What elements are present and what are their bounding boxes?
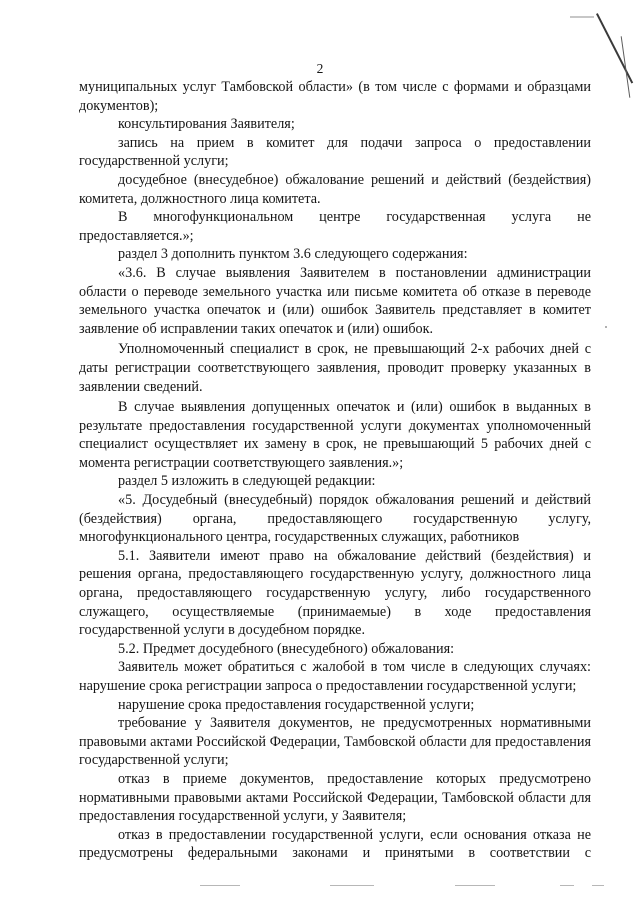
paragraph: 5.1. Заявители имеют право на обжалование действий (бездействия) и решения органа, предоставляющего государственную услугу, должностного лица органа, предоставляющего государственную услугу, либо государственного служащего, осуществляемые (принимаемые) в ходе предоставления государственной услуги в досудебном порядке. (79, 547, 591, 639)
paragraph: «3.6. В случае выявления Заявителем в постановлении администрации области о переводе земельного участка или письме комитета об отказе в переводе земельного участка опечаток и (или) ошибок Заявитель представляет в комитет заявление об исправлении таких опечаток и (или) ошибок. (79, 264, 591, 337)
document-body (79, 78, 591, 863)
scan-artifact (570, 16, 594, 18)
paragraph: отказ в предоставлении государственной услуги, если основания отказа не предусмотрены федеральными законами и принятыми в соответствии с (79, 826, 591, 862)
paragraph: Уполномоченный специалист в срок, не превышающий 2-х рабочих дней с даты регистрации соответствующего заявления, проводит проверку указанных в заявлении сведений. (79, 341, 591, 395)
paragraph: Заявитель может обратиться с жалобой в том числе в следующих случаях: нарушение срока регистрации запроса о предоставлении государственной услуги; (79, 659, 591, 694)
paragraph: отказ в приеме документов, предоставление которых предусмотрено нормативными правовыми актами Российской Федерации, Тамбовской области для предоставления государственной услуги, у Заявителя; (79, 770, 591, 825)
page-number: 2 (316, 61, 324, 76)
paragraph: нарушение срока предоставления государственной услуги; (118, 696, 475, 713)
paragraph: 5.2. Предмет досудебного (внесудебного) обжалования: (118, 640, 455, 657)
scan-artifact (200, 885, 240, 886)
paragraph: требование у Заявителя документов, не предусмотренных нормативными правовыми актами Российской Федерации, Тамбовской области для предоставления государственной услуги; (79, 715, 591, 769)
scan-artifact (560, 885, 574, 886)
paragraph: муниципальных услуг Тамбовской области» (в том числе с формами и образцами документов); (79, 79, 591, 114)
scan-artifact (455, 885, 495, 886)
scan-artifact (605, 326, 607, 328)
paragraph: В многофункциональном центре государственная услуга не предоставляется.»; (79, 209, 591, 244)
section-heading: «5. Досудебный (внесудебный) порядок обжалования решений и действий (бездействия) органа, предоставляющего государственную услугу, многофункционального центра, государственных служащих, работников (79, 492, 591, 546)
paragraph: раздел 5 изложить в следующей редакции: (118, 473, 376, 490)
scan-artifact (592, 885, 604, 886)
scan-artifact (330, 885, 374, 886)
paragraph: В случае выявления допущенных опечаток и (или) ошибок в выданных в результате предоставления государственной услуги документах уполномоченный специалист осуществляет их замену в срок, не превышающий 5 рабочих дней с момента регистрации соответствующего заявления.»; (79, 399, 591, 471)
paragraph: консультирования Заявителя; (118, 116, 295, 133)
paragraph: раздел 3 дополнить пунктом 3.6 следующего содержания: (118, 246, 468, 263)
paragraph: запись на прием в комитет для подачи запроса о предоставлении государственной услуги; (79, 134, 591, 170)
paragraph: досудебное (внесудебное) обжалование решений и действий (бездействия) комитета, должностного лица комитета. (79, 171, 591, 207)
